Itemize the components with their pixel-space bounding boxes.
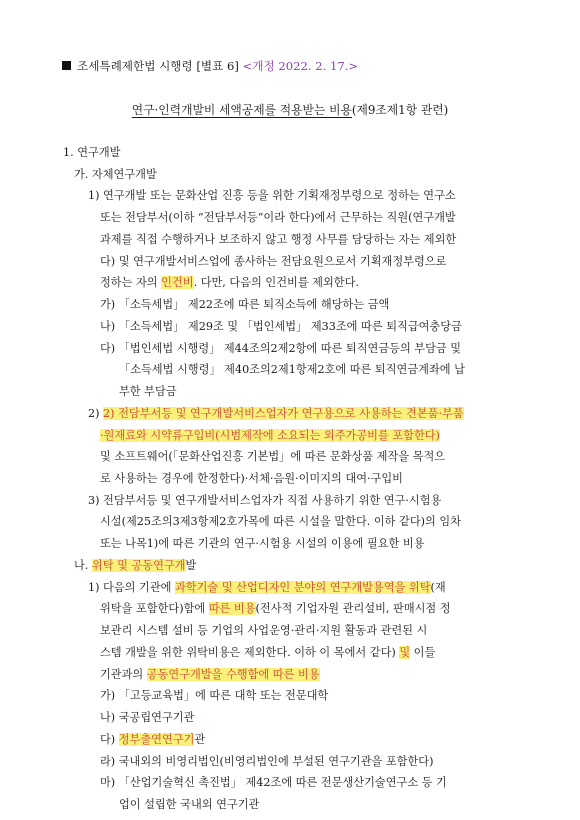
item1-na: 나) 「소득세법」 제29조 및 「법인세법」 제33조에 따른 퇴직급여충당금 <box>100 320 462 333</box>
na1-ma-line1: 마) 「산업기술혁신 촉진법」 제42조에 따른 전문생산기술연구소 등 기 <box>100 776 447 789</box>
item1-line2: 또는 전담부서(이하 “전담부서등”이라 한다)에서 근무하는 직원(연구개발 <box>100 211 456 224</box>
header-title: 조세특례제한법 시행령 [별표 6] <box>77 59 239 73</box>
item2-line2 <box>100 427 440 443</box>
na1-line5-a: 기관과의 <box>100 668 147 681</box>
na1-line5 <box>100 666 320 682</box>
item2-line2-highlight: ·원재료와 시약류구입비(시범제작에 소요되는 외주가공비를 포함한다) <box>100 429 440 442</box>
na1-line2-a: 위탁을 포함한다)함에 <box>100 602 209 615</box>
item1-line5-a: 정하는 자의 <box>100 276 162 289</box>
na1-line4-c: 이들 <box>410 646 436 659</box>
doc-title-ref: (제9조제1항 관련) <box>351 103 449 117</box>
item2-line4: 로 사용하는 경우에 한정한다)·서체·음원·이미지의 대여·구입비 <box>100 472 403 485</box>
section-heading: 1. 연구개발 <box>63 146 121 159</box>
subsection-na <box>74 557 196 573</box>
item1-da-line2: 「소득세법 시행령」 제40조의2제1항제2호에 따른 퇴직연금계좌에 납 <box>119 363 465 376</box>
na1-line2-highlight: 따른 비용 <box>208 602 256 615</box>
na1-line4-a: 스템 개발을 위한 위탁비용은 제외한다. 이하 이 목에서 같다) <box>100 646 400 659</box>
item1-line5-c: . 다만, 다음의 인건비를 제외한다. <box>193 276 359 289</box>
revision-date: <개정 2022. 2. 17.> <box>242 59 359 73</box>
na1-line1-c: (재 <box>430 581 446 594</box>
na1-na: 나) 국공립연구기관 <box>100 711 195 724</box>
na-highlight: 위탁 및 공동연구개 <box>91 559 186 572</box>
item2-num: 2) <box>88 407 104 420</box>
item1-ga: 가) 「소득세법」 제22조에 따른 퇴직소득에 해당하는 금액 <box>100 298 390 311</box>
na1-ma-line2: 업이 설립한 국내외 연구기관 <box>119 798 260 811</box>
na1-line1 <box>88 579 446 595</box>
na1-line4 <box>100 644 435 660</box>
item3-line1: 3) 전담부서등 및 연구개발서비스업자가 직접 사용하기 위한 연구·시험용 <box>88 494 442 507</box>
na-prefix: 나. <box>74 559 92 572</box>
na1-line1-highlight: 과학기술 및 산업디자인 분야의 연구개발용역을 위탁 <box>175 581 431 594</box>
item2-line1 <box>88 405 464 421</box>
item1-personnel-cost-highlight: 인건비 <box>161 276 194 289</box>
item1-line3: 과제를 직접 수행하거나 보조하지 않고 행정 사무를 담당하는 자는 제외한 <box>100 233 457 246</box>
doc-title-main: 연구·인력개발비 세액공제를 적용받는 비용 <box>131 103 352 117</box>
na1-line1-a: 1) 다음의 기관에 <box>88 581 175 594</box>
item1-line4: 다) 및 연구개발서비스업에 종사하는 전담요원으로서 기획재정부령으로 <box>100 255 447 268</box>
subsection-ga: 가. 자체연구개발 <box>74 168 157 181</box>
na1-line5-highlight: 공동연구개발을 수행함에 따른 비용 <box>146 668 320 681</box>
na1-ra: 라) 국내외의 비영리법인(비영리법인에 부설된 연구기관을 포함한다) <box>100 755 434 768</box>
na1-line4-highlight: 및 <box>399 646 411 659</box>
item2-line1-highlight: 2) 전담부서등 및 연구개발서비스업자가 연구용으로 사용하는 견본품·부품 <box>103 407 464 420</box>
na-suffix: 발 <box>185 559 197 572</box>
item3-line2: 시설(제25조의3제3항제2호가목에 따른 시설을 말한다. 이하 같다)의 임차 <box>100 515 462 528</box>
na1-ga: 가) 「고등교육법」에 따른 대학 또는 전문대학 <box>100 689 329 702</box>
item1-line5 <box>100 274 359 290</box>
item1-da-line1: 다) 「법인세법 시행령」 제44조의2제2항에 따른 퇴직연금등의 부담금 및 <box>100 342 462 355</box>
na1-da-a: 다) <box>100 733 119 746</box>
doc-title <box>0 101 580 118</box>
item1-da-line3: 부한 부담금 <box>119 385 177 398</box>
item1-line1: 1) 연구개발 또는 문화산업 진흥 등을 위한 기획재정부령으로 정하는 연구소 <box>88 189 456 202</box>
item2-line3: 및 소프트웨어(「문화산업진흥 기본법」에 따른 문화상품 제작을 목적으 <box>100 450 446 463</box>
na1-line3: 보관리 시스템 설비 등 기업의 사업운영·관리·지원 활동과 관련된 시 <box>100 624 428 637</box>
na1-da-c: 관 <box>194 733 206 746</box>
item3-line3: 또는 나목1)에 따른 기관의 연구·시험용 시설의 이용에 필요한 비용 <box>100 537 425 550</box>
square-bullet-icon <box>62 61 71 70</box>
na1-line2 <box>100 600 451 616</box>
na1-line2-c: (전사적 기업자원 관리설비, 판매시점 정 <box>255 602 451 615</box>
na1-da-highlight: 정부출연연구기 <box>118 733 195 746</box>
header <box>62 58 358 74</box>
na1-da <box>100 731 205 747</box>
